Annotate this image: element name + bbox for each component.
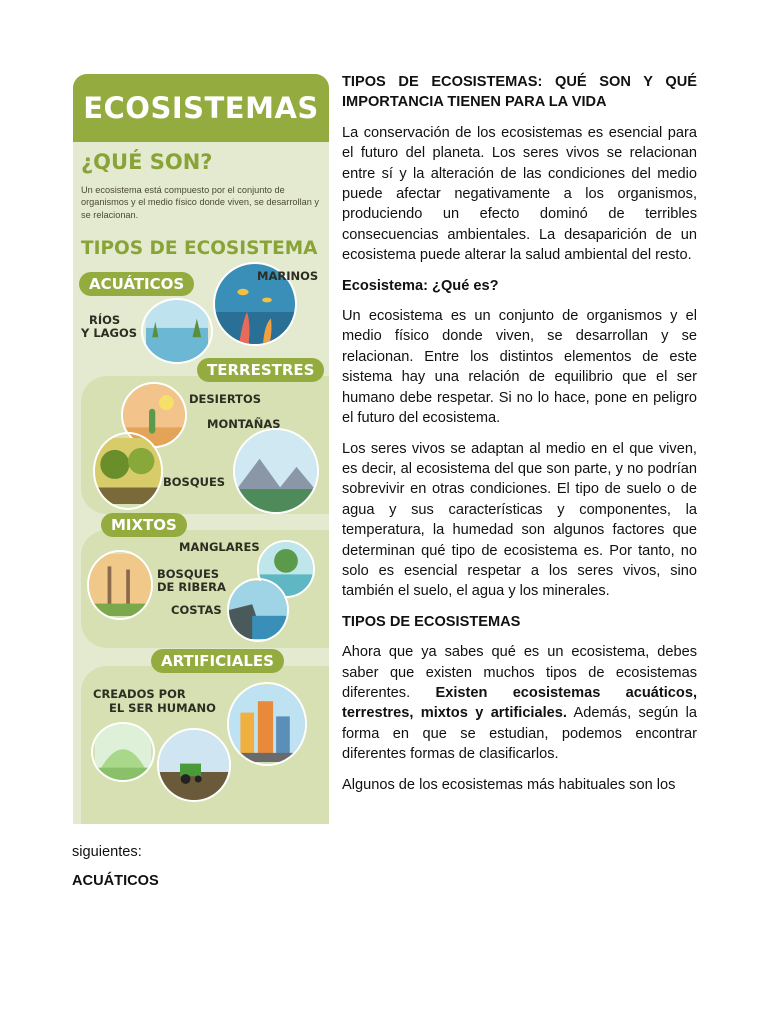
creados-label-2: EL SER HUMANO [109,701,216,715]
subheading-tipos: TIPOS DE ECOSISTEMAS [342,613,521,630]
paragraph-4-bold: Existen ecosistemas acuáticos, terrestres, mixtos y artificiales. [342,684,697,722]
subheading-acuaticos: ACUÁTICOS [72,873,159,889]
rios-label: RÍOS [89,313,121,327]
paragraph-1: La conservación de los ecosistemas es esencial para el futuro del planeta. Los seres vivos se relacionan entre sí y la alteración de las condiciones del medio puede afectar negativamente a los organismos, produciendo un efecto dominó de terribles consecuencias ambientales. La desaparición de un ecosistema puede alterar la salud ambiental del resto. [342,124,697,264]
paragraph-4-a: Ahora que ya sabes qué es un ecosistema, debes saber que existen muchos tipos de ecosistemas diferentes. [342,644,697,701]
paragraph-3: Los seres vivos se adaptan al medio en el que viven, es decir, al ecosistema del que son parte, y no podrían sobrevivir en otras condiciones. El tipo de suelo o de agua y sus características y componentes, la temperatura, la humedad son algunos factores que determinan qué tipo de ecosistema es. Por tanto, no solo es esencial respetar a los seres vivos, sino también el suelo, el agua y los minerales. [342,440,697,600]
greenhouse-illustration [91,722,155,782]
bosques-ribera-label-2: DE RIBERA [157,580,226,594]
bosques-illustration [93,432,163,510]
paragraph-5-tail: siguientes: [72,844,142,860]
article-title: TIPOS DE ECOSISTEMAS: QUÉ SON Y QUÉ IMPORTANCIA TIENEN PARA LA VIDA [342,74,697,111]
bosques-ribera-label-1: BOSQUES [157,567,220,581]
tipos-heading: TIPOS DE ECOSISTEMA [81,238,318,259]
lagos-label: Y LAGOS [81,326,138,340]
definition-text: Un ecosistema está compuesto por el conjunto de organismos y el medio físico donde viven, se desarrollan y se relacionan. [81,185,319,220]
city-illustration [227,682,307,766]
rios-lagos-illustration [141,298,213,364]
costas-label: COSTAS [171,603,222,617]
creados-label-1: CREADOS POR [93,687,186,701]
infographic-header [73,74,329,142]
farm-tractor-illustration [157,728,231,802]
bosques-label: BOSQUES [163,475,226,489]
paragraph-2: Un ecosistema es un conjunto de organismos y el medio físico donde viven, se desarrollan y se relacionan. Entre los distintos elementos de este sistema hay una relación de equilibrio que el ser humano debe respetar. Si no lo hace, pone en peligro el futuro del ecosistema. [342,308,697,427]
manglares-label: MANGLARES [179,540,260,554]
bosques-ribera-illustration [87,550,153,620]
infographic-title: ECOSISTEMAS [83,91,319,125]
paragraph-5: Algunos de los ecosistemas más habituales son los [342,776,676,793]
costas-illustration [227,578,289,642]
acuaticos-pill: ACUÁTICOS [79,272,194,296]
marinos-label: MARINOS [257,269,319,283]
que-son-heading: ¿QUÉ SON? [81,150,213,174]
subheading-que-es: Ecosistema: ¿Qué es? [342,277,499,294]
montanas-illustration [233,428,319,514]
terrestres-pill: TERRESTRES [197,358,324,382]
montanas-label: MONTAÑAS [207,417,281,431]
paragraph-4-c: Además, según la forma en que se estudian, podemos encontrar diferentes formas de clasificarlos. [342,705,697,763]
paragraph-4 [342,642,697,764]
mixtos-pill: MIXTOS [101,513,187,537]
article-body [342,72,697,805]
ecosistemas-infographic [73,74,329,824]
desiertos-label: DESIERTOS [189,392,262,406]
artificiales-pill: ARTIFICIALES [151,649,284,673]
